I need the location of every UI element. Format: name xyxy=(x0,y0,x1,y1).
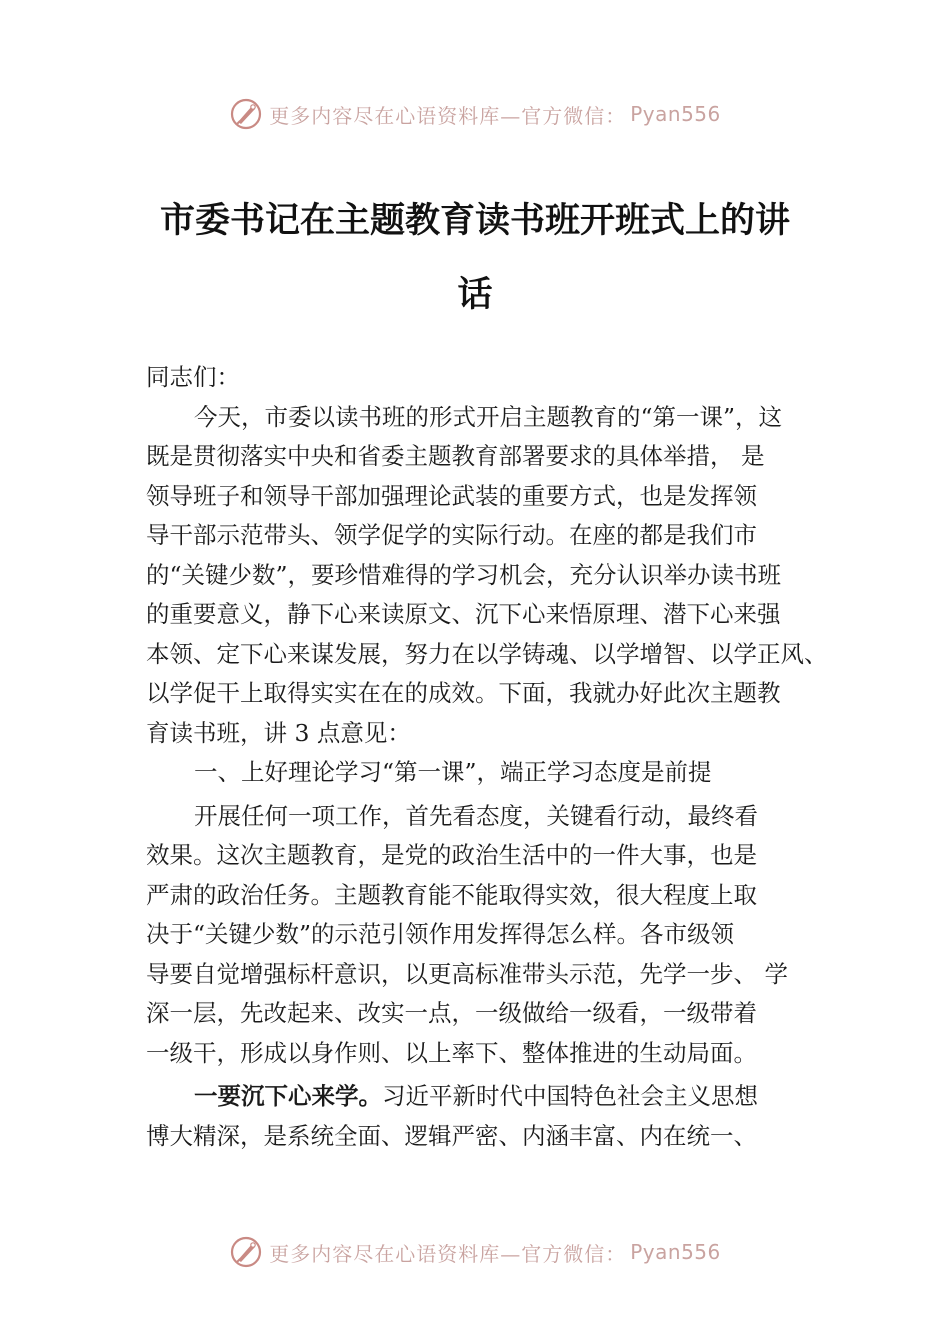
paragraph-line: 今天，市委以读书班的形式开启主题教育的“第一课”，这 xyxy=(194,402,783,431)
page-title xyxy=(120,184,830,332)
quill-pen-logo-icon xyxy=(229,97,263,131)
paragraph-line: 深一层，先改起来、改实一点，一级做给一级看，一级带着 xyxy=(146,999,757,1027)
paragraph-2 xyxy=(146,797,836,1074)
paragraph-line: 决于“关键少数”的示范引领作用发挥得怎么样。各市级领 xyxy=(146,920,735,948)
paragraph-line: 效果。这次主题教育，是党的政治生活中的一件大事，也是 xyxy=(146,841,757,869)
paragraph-line: 导要自觉增强标杆意识，以更高标准带头示范，先学一步、 学 xyxy=(146,959,788,988)
header-watermark-banner xyxy=(0,94,950,134)
paragraph-line: 博大精深，是系统全面、逻辑严密、内涵丰富、内在统一、 xyxy=(146,1121,757,1150)
paragraph-line: 一级干，形成以身作则、以上率下、整体推进的生动局面。 xyxy=(146,1038,757,1067)
title-line-1: 市委书记在主题教育读书班开班式上的讲 xyxy=(159,200,790,241)
footer-banner-text: 更多内容尽在心语资料库—官方微信： xyxy=(269,1241,627,1266)
footer-banner-account: Pyan556 xyxy=(630,1240,721,1264)
paragraph-line: 的重要意义，静下心来读原文、沉下心来悟原理、潜下心来强 xyxy=(146,600,781,628)
paragraph-line: 本领、定下心来谋发展，努力在以学铸魂、以学增智、以学正风、 xyxy=(146,639,828,668)
document-body xyxy=(146,358,836,1156)
paragraph-3 xyxy=(146,1077,836,1156)
title-line-2: 话 xyxy=(457,274,493,315)
paragraph-line: 领导班子和领导干部加强理论武装的重要方式，也是发挥领 xyxy=(146,481,757,510)
section-heading: 一、上好理论学习“第一课”，端正学习态度是前提 xyxy=(194,758,712,786)
salutation: 同志们： xyxy=(146,363,240,391)
paragraph-line: 导干部示范带头、领学促学的实际行动。在座的都是我们市 xyxy=(146,521,757,549)
paragraph-1 xyxy=(146,398,836,754)
paragraph-lead-bold: 一要沉下心来学。 xyxy=(194,1082,382,1110)
paragraph-line: 既是贯彻落实中央和省委主题教育部署要求的具体举措， 是 xyxy=(146,442,765,470)
quill-pen-logo-icon xyxy=(229,1235,263,1269)
footer-watermark-banner xyxy=(0,1232,950,1272)
paragraph-line xyxy=(146,1077,836,1117)
paragraph-line: 育读书班，讲 3 点意见： xyxy=(146,718,411,747)
header-banner-text: 更多内容尽在心语资料库—官方微信： xyxy=(269,103,627,128)
paragraph-line: 开展任何一项工作，首先看态度，关键看行动，最终看 xyxy=(194,801,758,830)
paragraph-line: 以学促干上取得实实在在的成效。下面，我就办好此次主题教 xyxy=(146,679,781,707)
header-banner-account: Pyan556 xyxy=(630,102,721,126)
paragraph-line: 严肃的政治任务。主题教育能不能取得实效，很大程度上取 xyxy=(146,880,757,909)
paragraph-line: 的“关键少数”，要珍惜难得的学习机会，充分认识举办读书班 xyxy=(146,560,782,589)
paragraph-line-rest: 习近平新时代中国特色社会主义思想 xyxy=(382,1082,758,1110)
